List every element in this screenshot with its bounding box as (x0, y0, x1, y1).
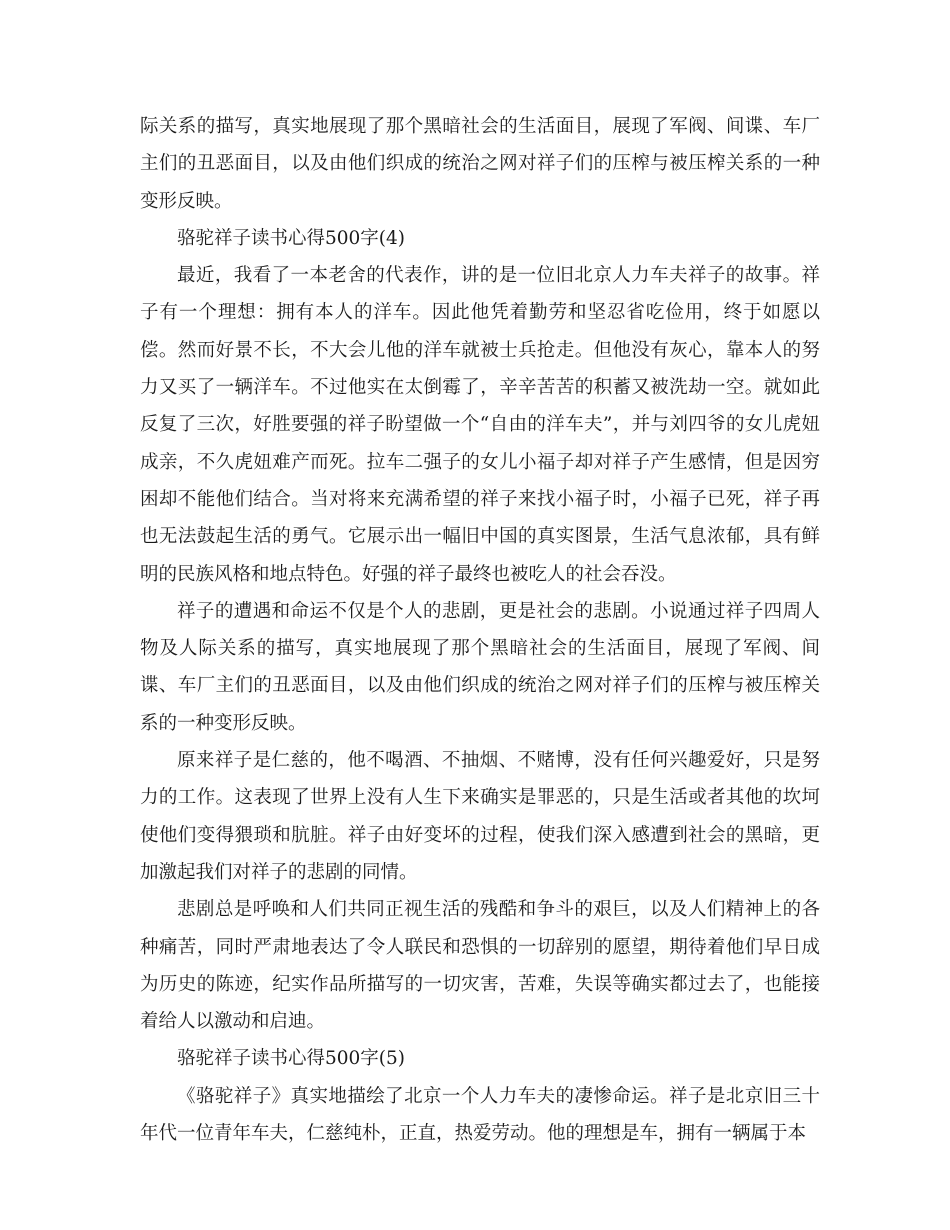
paragraph-tragedy-meaning: 悲剧总是呼唤和人们共同正视生活的残酷和争斗的艰巨，以及人们精神上的各种痛苦，同时严肃地表达了令人联民和恐惧的一切辞别的愿望，期待着他们早日成为历史的陈迹，纪实作品所描写的一切灾害，苦难，失误等确实都过去了，也能接着给人以激动和启迪。 (140, 899, 820, 1033)
section-heading-4: 骆驼祥子读书心得500字(4) (177, 227, 406, 249)
section-heading-5: 骆驼祥子读书心得500字(5) (177, 1048, 406, 1070)
document-body (140, 108, 820, 1152)
paragraph-intro-5: 《骆驼祥子》真实地描绘了北京一个人力车夫的凄惨命运。祥子是北京旧三十年代一位青年车夫，仁慈纯朴，正直，热爱劳动。他的理想是车，拥有一辆属于本 (140, 1085, 820, 1145)
paragraph-continuation: 际关系的描写，真实地展现了那个黑暗社会的生活面目，展现了军阀、间谍、车厂主们的丑恶面目，以及由他们织成的统治之网对祥子们的压榨与被压榨关系的一种变形反映。 (140, 116, 820, 212)
paragraph-social-tragedy: 祥子的遭遇和命运不仅是个人的悲剧，更是社会的悲剧。小说通过祥子四周人物及人际关系的描写，真实地展现了那个黑暗社会的生活面目，展现了军阀、间谍、车厂主们的丑恶面目，以及由他们织成的统治之网对祥子们的压榨与被压榨关系的一种变形反映。 (140, 600, 820, 734)
paragraph-character-change: 原来祥子是仁慈的，他不喝酒、不抽烟、不赌博，没有任何兴趣爱好，只是努力的工作。这表现了世界上没有人生下来确实是罪恶的，只是生活或者其他的坎坷使他们变得猥琐和肮脏。祥子由好变坏的过程，使我们深入感遭到社会的黑暗，更加激起我们对祥子的悲剧的同情。 (140, 750, 820, 883)
paragraph-story-summary: 最近，我看了一本老舍的代表作，讲的是一位旧北京人力车夫祥子的故事。祥子有一个理想：拥有本人的洋车。因此他凭着勤劳和坚忍省吃俭用，终于如愿以偿。然而好景不长，不大会儿他的洋车就被士兵抢走。但他没有灰心，靠本人的努力又买了一辆洋车。不过他实在太倒霉了，辛辛苦苦的积蓄又被洗劫一空。就如此反复了三次，好胜要强的祥子盼望做一个“自由的洋车夫”，并与刘四爷的女儿虎妞成亲，不久虎妞难产而死。拉车二强子的女儿小福子却对祥子产生感情，但是因穷困却不能他们结合。当对将来充满希望的祥子来找小福子时，小福子已死，祥子再也无法鼓起生活的勇气。它展示出一幅旧中国的真实图景，生活气息浓郁，具有鲜明的民族风格和地点特色。好强的祥子最终也被吃人的社会吞没。 (140, 265, 820, 585)
